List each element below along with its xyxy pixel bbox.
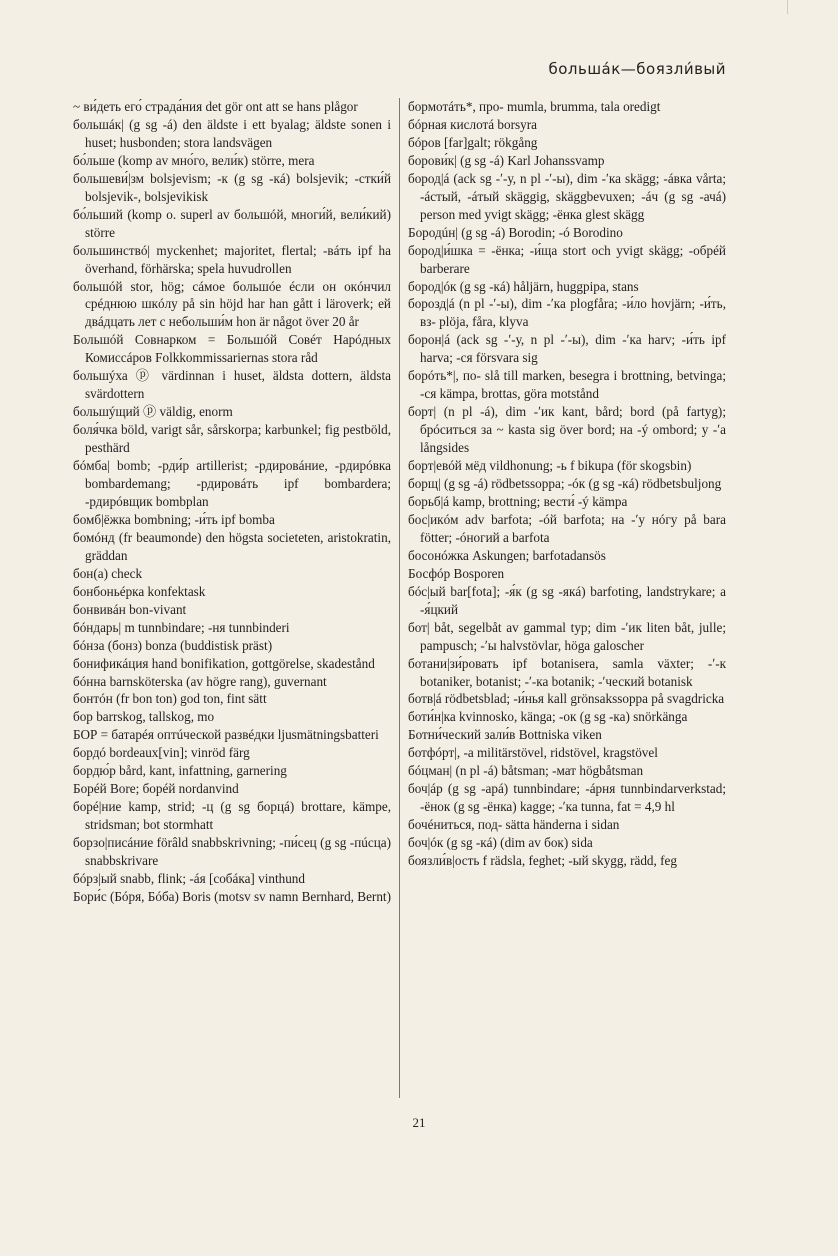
dictionary-entry: бо́льший (komp o. superl av большóй, многи́й, вели́кий) större xyxy=(73,206,391,240)
dictionary-entry: бон(а) check xyxy=(73,565,143,581)
dictionary-entry: бóнза (бонз) bonza (buddistisk präst) xyxy=(73,637,273,653)
dictionary-entry: Босфóр Bosporen xyxy=(408,565,505,581)
dictionary-entry: бордю́р bård, kant, infattning, garnering xyxy=(73,763,287,779)
dictionary-entry: большóй stor, hög; сáмое большóе éсли он окóнчил срéднюю шкóлу på sin höjd har han gått i läroverk; ей двáдцать лет с небольши́м hon är något över 20 år xyxy=(73,278,391,330)
dictionary-entry: боля́чка böld, varigt sår, sårskorpa; karbunkel; fig pestböld, pesthärd xyxy=(73,422,391,456)
dictionary-entry: бóрз|ый snabb, flink; -áя [собáка] vinthund xyxy=(73,870,305,886)
dictionary-entry: бород|á (ack sg -ʹ-у, n pl -ʹ-ы), dim -ʹка skägg; -áвка vårta; -áстый, -áтый skäggig, skäggbevuxen; -áч (g sg -ачá) person med yvigt skägg; -ёнка glest skägg xyxy=(408,170,726,222)
dictionary-entry: Большóй Совнарком = Большóй Совéт Нарóдных Комиссáров Folkkommissariernas stora råd xyxy=(73,332,391,366)
dictionary-entry: большáк| (g sg -á) den äldste i ett byalag; äldste sonen i huset; husbonden; stora landsvägen xyxy=(73,116,391,150)
page-number: 21 xyxy=(412,1115,426,1130)
dictionary-entry: бóров [far]galt; rökgång xyxy=(408,134,538,150)
dictionary-entry: бос|икóм adv barfota; -óй barfota; на -ʹу нóгу på bara fötter; -óногий a barfota xyxy=(408,511,726,545)
dictionary-entry: борозд|á (n pl -ʹ-ы), dim -ʹка plogfåra; -и́ло hovjärn; -и́ть, вз- plöja, fåra, klyva xyxy=(408,296,726,330)
dictionary-entry: ботфóрт|, -а militärstövel, ridstövel, kragstövel xyxy=(408,745,658,761)
dictionary-entry: Ботни́ческий зали́в Bottniska viken xyxy=(408,727,602,743)
dictionary-entry: бонбоньéрка konfektask xyxy=(73,583,206,599)
right-column xyxy=(408,98,726,870)
dictionary-entry: бóмба| bomb; -рди́р artillerist; -рдировáние, -рдирóвка bombardemang; -рдировáть ipf bombardera; -рдирóвщик bombplan xyxy=(73,458,391,509)
column-divider xyxy=(399,98,400,1098)
dictionary-entry: большинствó| myckenhet; majoritet, flertal; -вáть ipf ha överhand, förhärska; spela huvudrollen xyxy=(73,242,391,276)
dictionary-entry: борови́к| (g sg -á) Karl Johanssvamp xyxy=(408,152,605,168)
dictionary-entry: босонóжка Askungen; barfotadansös xyxy=(408,547,606,563)
dictionary-entry: борóть*|, по- slå till marken, besegra i brottning, betvinga; -ся kämpa, brottas, göra motstånd xyxy=(408,368,726,402)
dictionary-entry: бордó bordeaux[vin]; vinröd färg xyxy=(73,745,250,761)
dictionary-entry: бот| båt, segelbåt av gammal typ; dim -ʹик liten båt, julle; pampusch; -ʹы halvstövlar, höga galoscher xyxy=(408,619,726,653)
dictionary-entry: БОР = батарéя оптúческой развéдки ljusmätningsbatteri xyxy=(73,727,379,743)
dictionary-entry: борé|ние kamp, strid; -ц (g sg борцá) brottare, kämpe, stridsman; bot stormhatt xyxy=(73,799,391,833)
dictionary-entry: Бори́с (Бóря, Бóба) Boris (motsv sv namn Bernhard, Bernt) xyxy=(73,888,391,904)
running-header: большáк—боязли́вый xyxy=(548,60,726,78)
dictionary-entry: боч|áр (g sg -арá) tunnbindare; -áрня tunnbindarverkstad; -ёнок (g sg -ёнка) kagge; -ʹка tunna, fat = 4,9 hl xyxy=(408,781,726,815)
dictionary-entry: бóрная кислотá borsyra xyxy=(408,116,537,132)
dictionary-entry: борьб|á kamp, brottning; вести́ -ý kämpa xyxy=(408,493,628,509)
dictionary-entry: борзо|писáние förâld snabbskrivning; -пи́сец (g sg -пúсца) snabbskrivare xyxy=(73,835,391,869)
dictionary-entry: ботв|á rödbetsblad; -и́нья kall grönsakssoppa på svagdricka xyxy=(408,691,725,707)
dictionary-entry: ~ ви́деть его́ страда́ния det gör ont att se hans plågor xyxy=(73,99,358,114)
dictionary-entry: Борéй Bore; борéй nordanvind xyxy=(73,781,239,797)
dictionary-entry: бонификáция hand bonifikation, gottgörelse, skadestånd xyxy=(73,655,375,671)
dictionary-entry: бомб|ёжка bombning; -и́ть ipf bomba xyxy=(73,511,275,527)
dictionary-entry: бóцман| (n pl -á) båtsman; -мат högbåtsman xyxy=(408,763,644,779)
dictionary-entry: боязли́в|ость f rädsla, feghet; -ый skygg, rädd, feg xyxy=(408,853,677,869)
dictionary-entry: борон|á (ack sg -ʹ-у, n pl -ʹ-ы), dim -ʹка harv; -и́ть ipf harva; -ся försvara sig xyxy=(408,332,726,366)
dictionary-entry: бóндарь| m tunnbindare; -ня tunnbinderi xyxy=(73,619,290,635)
dictionary-entry: борт|евóй мёд vildhonung; -ь f bikupa (för skogsbin) xyxy=(408,458,692,474)
dictionary-entry: бород|и́шка = -ёнка; -и́ща stort och yvigt skägg; -обрéй barberare xyxy=(408,242,726,276)
dictionary-entry: борщ| (g sg -á) rödbetssoppa; -óк (g sg -кá) rödbetsbuljong xyxy=(408,476,722,492)
dictionary-entry: борт| (n pl -á), dim -ʹик kant, bård; bord (på fartyg); брóситься за ~ kasta sig över bord; на -ý ombord; у -ʹа långsides xyxy=(408,404,726,456)
dictionary-entry: большýха ⓟ värdinnan i huset, äldsta dottern, äldsta svärdottern xyxy=(73,368,391,402)
dictionary-entry: бор barrskog, tallskog, mo xyxy=(73,709,215,725)
dictionary-entry: Бородúн| (g sg -á) Borodin; -ó Borodino xyxy=(408,224,623,240)
dictionary-entry: ботани|зи́ровать ipf botanisera, samla växter; -ʹ-к botaniker, botanist; -ʹ-ка botanik; -ʹческий botanisk xyxy=(408,655,726,689)
page-edge-mark xyxy=(787,0,788,14)
dictionary-entry: бочéниться, под- sätta händerna i sidan xyxy=(408,817,620,833)
dictionary-entry: бóс|ый bar[fota]; -я́к (g sg -якá) barfoting, landstrykare; a -я́цкий xyxy=(408,583,726,617)
dictionary-entry: бород|óк (g sg -кá) håljärn, huggpipa, stans xyxy=(408,278,639,294)
dictionary-entry: бо́льше (komp av мно́го, вели́к) större, mera xyxy=(73,152,315,168)
dictionary-entry: боти́н|ка kvinnosko, känga; -ок (g sg -ка) snörkänga xyxy=(408,709,688,725)
dictionary-entry: бонтóн (fr bon ton) god ton, fint sätt xyxy=(73,691,267,707)
dictionary-entry: бóнна barnsköterska (av högre rang), guvernant xyxy=(73,673,327,689)
dictionary-entry: большýщий ⓟ väldig, enorm xyxy=(73,404,233,420)
dictionary-entry: бонвивáн bon-vivant xyxy=(73,601,187,617)
dictionary-entry: боч|óк (g sg -кá) (dim av бок) sida xyxy=(408,835,593,851)
dictionary-entry: бормотáть*, про- mumla, brumma, tala oredigt xyxy=(408,99,661,114)
dictionary-entry: бомóнд (fr beaumonde) den högsta societeten, aristokratin, gräddan xyxy=(73,529,391,563)
dictionary-entry: большеви́|зм bolsjevism; -к (g sg -кá) bolsjevik; -стки́й bolsjevik-, bolsjevikisk xyxy=(73,170,391,204)
left-column xyxy=(73,98,391,906)
